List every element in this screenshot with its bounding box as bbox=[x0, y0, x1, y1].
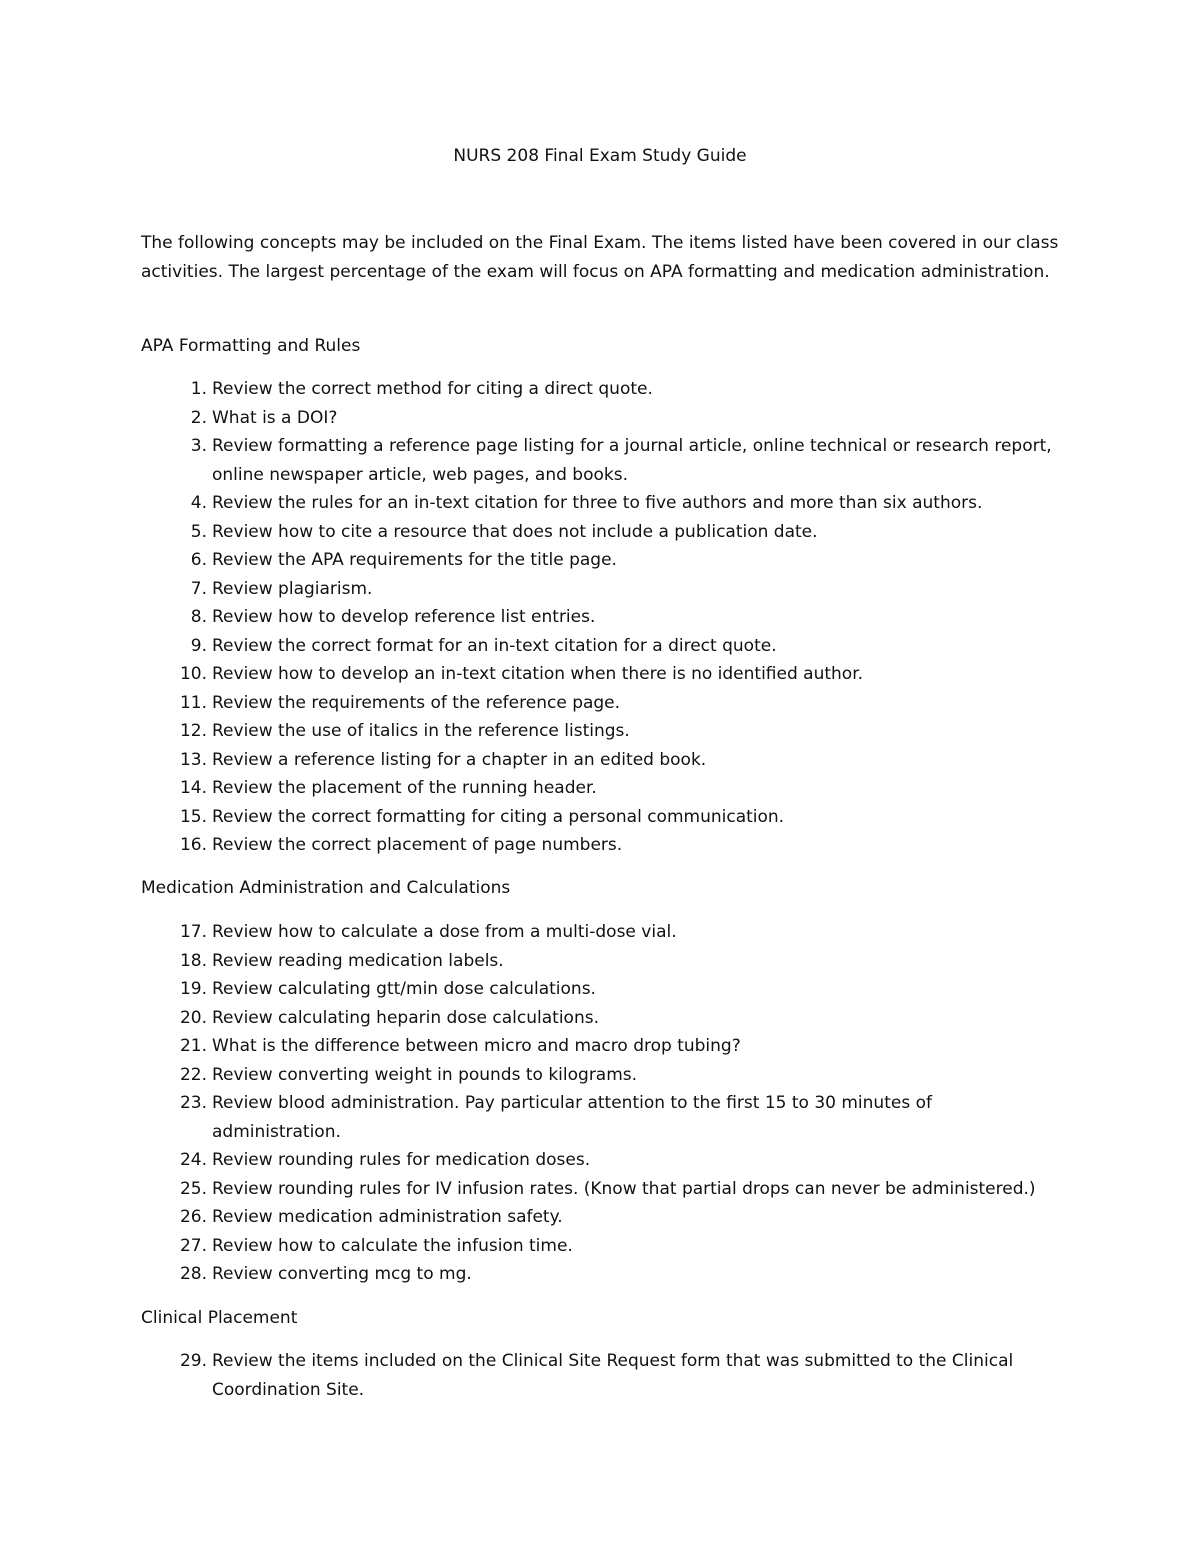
list-item bbox=[141, 717, 1061, 746]
intro-paragraph: The following concepts may be included on the Final Exam. The items listed have been covered in our class activities. The largest percentage of the exam will focus on APA formatting and medication administration. bbox=[141, 233, 1059, 282]
item-text: What is the difference between micro and macro drop tubing? bbox=[212, 1036, 741, 1056]
item-text: Review formatting a reference page listing for a journal article, online technical or research report, online newspaper article, web pages, and books. bbox=[212, 436, 1052, 485]
item-text: Review rounding rules for medication doses. bbox=[212, 1150, 591, 1170]
item-number: 25. bbox=[179, 1178, 207, 1199]
item-text: Review the correct placement of page numbers. bbox=[212, 835, 623, 855]
list-item bbox=[141, 1146, 1061, 1175]
item-text: Review the correct formatting for citing a personal communication. bbox=[212, 806, 785, 827]
list-item bbox=[141, 660, 1061, 689]
item-number: 27. bbox=[179, 1235, 207, 1256]
item-number: 5. bbox=[190, 521, 207, 542]
item-text: Review the rules for an in-text citation for three to five authors and more than six authors. bbox=[212, 493, 983, 513]
list-item bbox=[141, 746, 1061, 775]
medication-list bbox=[141, 918, 1061, 1289]
item-text: Review reading medication labels. bbox=[212, 950, 504, 971]
list-item bbox=[141, 975, 1061, 1004]
item-text: Review the items included on the Clinical Site Request form that was submitted to the Clinical Coordination Site. bbox=[212, 1351, 1014, 1400]
item-number: 14. bbox=[179, 778, 207, 798]
item-number: 4. bbox=[190, 493, 207, 513]
item-number: 12. bbox=[179, 721, 207, 741]
item-text: Review calculating gtt/min dose calculations. bbox=[212, 979, 596, 999]
item-text: Review the correct format for an in-text citation for a direct quote. bbox=[212, 635, 777, 656]
item-number: 9. bbox=[190, 635, 207, 656]
section-heading-medication: Medication Administration and Calculations bbox=[141, 878, 511, 898]
item-number: 1. bbox=[190, 379, 207, 399]
list-item bbox=[141, 831, 1061, 860]
item-number: 29. bbox=[179, 1351, 207, 1371]
apa-list bbox=[141, 375, 1061, 860]
item-number: 18. bbox=[179, 950, 207, 971]
item-text: Review the APA requirements for the title page. bbox=[212, 550, 617, 570]
clinical-list bbox=[141, 1347, 1061, 1404]
list-item bbox=[141, 1175, 1061, 1204]
item-number: 21. bbox=[179, 1036, 207, 1056]
item-text: Review how to develop an in-text citation when there is no identified author. bbox=[212, 664, 864, 684]
document-title: NURS 208 Final Exam Study Guide bbox=[453, 146, 747, 166]
list-item bbox=[141, 1089, 1061, 1146]
list-item bbox=[141, 947, 1061, 976]
list-item bbox=[141, 1203, 1061, 1232]
item-text: Review how to develop reference list entries. bbox=[212, 607, 596, 627]
item-text: Review the correct method for citing a direct quote. bbox=[212, 379, 653, 399]
item-number: 3. bbox=[190, 436, 207, 456]
list-item bbox=[141, 575, 1061, 604]
list-item bbox=[141, 1061, 1061, 1090]
list-item bbox=[141, 489, 1061, 518]
list-item bbox=[141, 774, 1061, 803]
list-item bbox=[141, 518, 1061, 547]
item-number: 11. bbox=[179, 692, 207, 713]
list-item bbox=[141, 1347, 1061, 1404]
item-number: 15. bbox=[179, 806, 207, 827]
list-item bbox=[141, 432, 1061, 489]
item-text: What is a DOI? bbox=[212, 407, 338, 428]
item-text: Review blood administration. Pay particular attention to the first 15 to 30 minutes of administration. bbox=[212, 1093, 932, 1142]
item-text: Review plagiarism. bbox=[212, 578, 373, 599]
item-text: Review converting weight in pounds to kilograms. bbox=[212, 1064, 638, 1085]
item-number: 6. bbox=[190, 550, 207, 570]
item-number: 2. bbox=[190, 407, 207, 428]
item-number: 20. bbox=[179, 1007, 207, 1028]
item-text: Review the use of italics in the reference listings. bbox=[212, 721, 630, 741]
item-text: Review medication administration safety. bbox=[212, 1207, 563, 1227]
item-number: 17. bbox=[179, 922, 207, 942]
item-number: 19. bbox=[179, 979, 207, 999]
list-item bbox=[141, 632, 1061, 661]
item-text: Review how to calculate the infusion time. bbox=[212, 1235, 573, 1256]
item-text: Review calculating heparin dose calculations. bbox=[212, 1007, 599, 1028]
section-heading-clinical: Clinical Placement bbox=[141, 1308, 298, 1328]
item-number: 24. bbox=[179, 1150, 207, 1170]
section-heading-apa: APA Formatting and Rules bbox=[141, 336, 361, 356]
list-item bbox=[141, 375, 1061, 404]
list-item bbox=[141, 1004, 1061, 1033]
item-number: 28. bbox=[179, 1264, 207, 1284]
item-number: 16. bbox=[179, 835, 207, 855]
list-item bbox=[141, 803, 1061, 832]
item-text: Review converting mcg to mg. bbox=[212, 1264, 472, 1284]
list-item bbox=[141, 1232, 1061, 1261]
item-text: Review how to cite a resource that does not include a publication date. bbox=[212, 521, 818, 542]
list-item bbox=[141, 404, 1061, 433]
item-number: 10. bbox=[179, 664, 207, 684]
item-number: 23. bbox=[179, 1093, 207, 1113]
item-number: 22. bbox=[179, 1064, 207, 1085]
list-item bbox=[141, 918, 1061, 947]
item-number: 8. bbox=[190, 607, 207, 627]
list-item bbox=[141, 1032, 1061, 1061]
item-number: 26. bbox=[179, 1207, 207, 1227]
item-number: 13. bbox=[179, 749, 207, 770]
item-text: Review the requirements of the reference page. bbox=[212, 692, 621, 713]
item-text: Review rounding rules for IV infusion rates. (Know that partial drops can never be administered.) bbox=[212, 1178, 1036, 1199]
item-text: Review a reference listing for a chapter in an edited book. bbox=[212, 749, 707, 770]
item-text: Review the placement of the running header. bbox=[212, 778, 597, 798]
list-item bbox=[141, 1260, 1061, 1289]
list-item bbox=[141, 603, 1061, 632]
item-text: Review how to calculate a dose from a multi-dose vial. bbox=[212, 922, 677, 942]
item-number: 7. bbox=[190, 578, 207, 599]
list-item bbox=[141, 546, 1061, 575]
list-item bbox=[141, 689, 1061, 718]
